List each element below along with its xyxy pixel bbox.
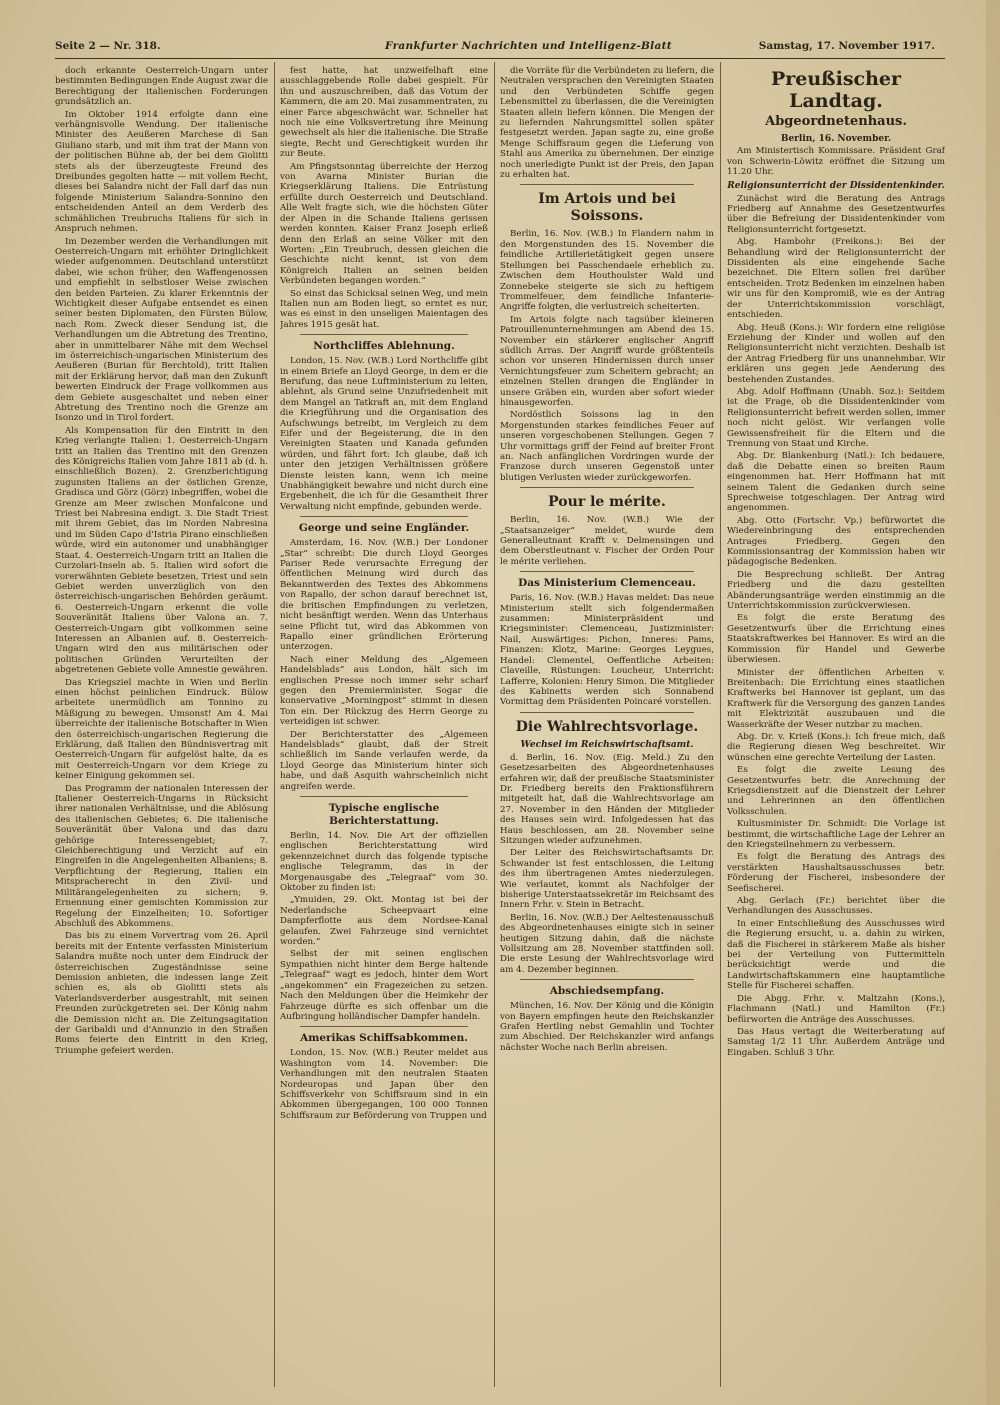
- headline-dissidenten: Religionsunterricht der Dissidentenkinder.: [727, 180, 945, 191]
- paragraph: Berlin, 16. Nov. (W.B.) Der Aeltestenausschuß des Abgeordnetenhauses einigte sich in seiner heutigen Sitzung dahin, daß die nächste Vollsitzung am 28. November stattfinden soll. Die erste Lesung der Wahlrechtsvorlage wird am 4. Dezember beginnen.: [500, 912, 714, 975]
- paragraph: Das Haus vertagt die Weiterberatung auf Samstag 1/2 11 Uhr. Außerdem Anträge und Eingaben. Schluß 3 Uhr.: [727, 1026, 945, 1058]
- issue-date: Samstag, 17. November 1917.: [758, 40, 935, 52]
- paragraph: Die Abgg. Frhr. v. Maltzahn (Kons.), Flachmann (Natl.) und Hamilton (Fr.) befürworten die Anträge des Ausschusses.: [727, 993, 945, 1025]
- paragraph: Abg. Otto (Fortschr. Vp.) befürwortet die Wiedereinbringung des entsprechenden Antrages Friedberg. Gegen den Kommissionsantrag der Kommission haben wir pädagogische Bedenken.: [727, 515, 945, 568]
- paragraph: Nordöstlich Soissons lag in den Morgenstunden starkes feindliches Feuer auf unseren vorgeschobenen Stellungen. Gegen 7 Uhr vormittags griff der Feind auf breiter Front an. Nach anfänglichen Vordringen wurde der Franzose durch unseren Gegenstoß unter blutigen Verlusten wieder zurückgeworfen.: [500, 410, 714, 483]
- paragraph: Kultusminister Dr. Schmidt: Die Vorlage ist bestimmt, die wirtschaftliche Lage der Lehrer an den Kriegsteilnehmern zu verbessern.: [727, 819, 945, 850]
- headline-landtag: Preußischer Landtag.: [770, 68, 902, 112]
- paragraph: Im Dezember werden die Verhandlungen mit Oesterreich-Ungarn mit erhöhter Dringlichkeit wieder aufgenommen. Deutschland unterstützt dabei, wie schon früher, den Waffengenossen und empfiehlt in selbstloser Weise zwischen den beiden Parteien. Zu klarer Erkenntnis der Wichtigkeit dieser Aufgabe entsendet es einen seiner besten Diplomaten, den Fürsten Bülow, nach Rom. Zweck dieser Sendung ist, die Verhandlungen um die Abtretung des Trentino, aber in unmittelbarer Nähe mit dem Wechsel im österreichisch-ungarischen Ministerium des Aeußeren (Burian für Berchtold), tritt Italien mit der Erklärung hervor, daß man den Zukunft bewerten Eindruck der Frage vollkommen aus dem Gebiete ausgeschaltet und neben einer Abtretung des Trentino noch die Grenze am Isonzo und in Tirol fordert.: [55, 236, 268, 424]
- paragraph: Es folgt die erste Beratung des Gesetzentwurfs über die Errichtung eines Staatskraftwerkes bei Hannover. Es wird an die Kommission für Handel und Gewerbe überwiesen.: [727, 613, 945, 666]
- paragraph: Selbst der mit seinen englischen Sympathien nicht hinter dem Berge haltende „Telegraaf“ wagt es jedoch, hinter dem Wort „angekommen“ ein Fragezeichen zu setzen. Nach den Meldungen über die Heimkehr der Fahrzeuge dürfte es sich offenbar um die Aufbringung holländischer Dampfer handeln.: [280, 949, 488, 1022]
- column-2-intro: [280, 66, 488, 330]
- separator: [520, 979, 694, 980]
- newspaper-title: Frankfurter Nachrichten und Intelligenz-Blatt: [385, 40, 672, 52]
- column-3: [500, 66, 714, 1385]
- paragraph: Nach einer Meldung des „Algemeen Handelsblads“ aus London, hält sich im englischen Presse noch immer sehr scharf gegen den Premierminister. Sogar die konservative „Morningpost“ stimmt in diesen Ton ein. Der Rückzug des Herrn George zu verteidigen ist schwer.: [280, 654, 488, 728]
- paragraph: Das bis zu einem Vorvertrag vom 26. April bereits mit der Entente verfassten Ministerium Salandra mußte noch unter dem Eindruck der österreichischen Zugeständnisse seine Demission anbieten, die indessen lange Zeit schien es, als ob Giolitti stets als Vaterlandsverderber ausgestrahlt, mit seinen Freunden zurückgetreten sei. Der König nahm die Demission nicht an. Die Zeitungsagitation der Garibaldi und d'Annunzio in den Straßen Roms feierte den Eintritt in den Krieg, Triumphe gefeiert werden.: [55, 931, 268, 1056]
- intro-paragraph: Am Ministertisch Kommissare. Präsident Graf von Schwerin-Löwitz eröffnet die Sitzung um 11.20 Uhr.: [727, 146, 945, 178]
- column-divider: [494, 62, 495, 1387]
- dateline: Berlin, 16. November.: [780, 134, 892, 144]
- column-1: [55, 66, 268, 1385]
- paragraph: Als Kompensation für den Eintritt in den Krieg verlangte Italien: 1. Oesterreich-Ungarn tritt an Italien das Trentino mit den Grenzen des Königreichs Italien vom Jahre 1811 ab (d. h. einschließlich Bozen). 2. Grenzberichtigung zugunsten Italiens an der östlichen Grenze, Gradisca und Görz (Görz) inbegriffen, wobei die Grenze am Meer zwischen Monfalcone und Triest bei Nabresina endigt. 3. Die Stadt Triest mit ihrem Gebiet, das im Norden Nabresina und im Süden Capo d'Istria Pirano einschließen würde, wird ein autonomer und unabhängiger Staat. 4. Oesterreich-Ungarn tritt an Italien die Curzolari-Inseln ab. 5. Italien wird sofort die vorerwähnten Gebiete besetzen, Triest und sein Gebiet werden unverzüglich von den österreichisch-ungarischen Behörden geräumt. 6. Oesterreich-Ungarn erkennt die volle Souveränität Italiens über Valona an. 7. Oesterreich-Ungarn gibt vollkommen seine Interessen an Albanien auf. 8. Oesterreich-Ungarn wird den aus militärischen oder politischen Gründen Verurteilten der abgetretenen Gebiete volle Amnestie gewähren.: [55, 425, 268, 676]
- paragraph: So einst das Schicksal seinen Weg, und mein Italien nun am Boden liegt, so erntet es nur, was es einst in den unseligen Maientagen des Jahres 1915 gesät hat.: [280, 288, 488, 330]
- paragraph: Es folgt die Beratung des Antrags des verstärkten Haushaltsausschusses betr. Förderung der Fischerei, insbesondere der Seefischerei.: [727, 852, 945, 894]
- paragraph: Abg. Dr. v. Krieß (Kons.): Ich freue mich, daß die Regierung diesen Weg beschreitet. Wir wünschen eine gerechte Verteilung der Lasten.: [727, 731, 945, 763]
- article-clemenceau: [500, 593, 714, 707]
- paragraph: München, 16. Nov. Der König und die Königin von Bayern empfingen heute den Reichskanzler Grafen Hertling nebst Gemahlin und Tochter zum Abschied. Der Reichskanzler wird anfangs nächster Woche nach Berlin abreisen.: [500, 1001, 714, 1053]
- paragraph: Es folgt die zweite Lesung des Gesetzentwurfes betr. die Anrechnung der Kriegsdienstzeit auf die Dienstzeit der Lehrer und Lehrerinnen an den öffentlichen Volksschulen.: [727, 765, 945, 817]
- article-george: [280, 538, 488, 792]
- headline-pour-le-merite: Pour le mérite.: [548, 494, 666, 511]
- separator: [520, 184, 694, 185]
- column-divider: [274, 62, 275, 1387]
- article-artois: [500, 229, 714, 483]
- headline-george: George und seine Engländer.: [298, 522, 470, 535]
- column-4: [727, 66, 945, 1385]
- separator: [300, 516, 468, 517]
- paragraph: Am Pfingstsonntag überreichte der Herzog von Avarna Minister Burian die Kriegserklärung Italiens. Die Entrüstung erfüllte durch Oesterreich und Deutschland. Alle Welt fragte sich, wie die höchsten Güter der Alpen in die Schande Italiens gerissen werden konnten. Kaiser Franz Joseph erließ denn den Erlaß an seine Völker mit den Worten: „Ein Treubruch, dessen gleichen die Geschichte nicht kennt, ist von dem Königreich Italien an seinen beiden Verbündeten begangen worden.“: [280, 161, 488, 287]
- page-edge-shadow: [986, 0, 1000, 1405]
- article-pour-le-merite: [500, 515, 714, 567]
- headline-artois: Im Artois und bei Soissons.: [538, 191, 676, 225]
- headline-schiffsabkommen: Amerikas Schiffsabkommen.: [300, 1032, 468, 1045]
- paragraph: Das Programm der nationalen Interessen der Italiener Oesterreich-Ungarns in Rücksicht ihrer nationalen Verhältnisse, und die Ablösung des italienischen Gebietes; 6. Die italienische Souveränität über Valona und das dazu gehörige Interessengebiet; 7. Gleichberechtigung und Verzicht auf ein Eingreifen in die Angelegenheiten Albaniens; 8. Verpflichtung der Regierung, Italien ein Mitspracherecht in den Zivil- und Militärangelegenheiten zu sichern; 9. Ernennung einer gemischten Kommission zur Regelung der Einzelheiten; 10. Sofortiger Abschluß des Abkommens.: [55, 783, 268, 929]
- paragraph: Abg. Gerlach (Fr.) berichtet über die Verhandlungen des Ausschusses.: [727, 896, 945, 917]
- article-schiffsabkommen: [280, 1048, 488, 1121]
- paragraph: Berlin, 14. Nov. Die Art der offiziellen englischen Berichterstattung wird gekennzeichnet durch das folgende typische englische Telegramm, das in der Morgenausgabe des „Telegraaf“ vom 30. Oktober zu finden ist:: [280, 831, 488, 894]
- headline-berichterstattung: Typische englische Berichterstattung.: [328, 802, 440, 827]
- paragraph: d. Berlin, 16. Nov. (Eig. Meld.) Zu den Gesetzesarbeiten des Abgeordnetenhauses erfahren wir, daß der preußische Staatsminister Dr. Friedberg bereits den Fraktionsführern mitgeteilt hat, daß die Wahlrechtsvorlage am 27. November in den Händen der Mitglieder des Hauses sein wird. Infolgedessen hat das Haus beschlossen, am 28. November seine Sitzungen wieder aufzunehmen.: [500, 752, 714, 846]
- paragraph: Minister der öffentlichen Arbeiten v. Breitenbach: Die Errichtung eines staatlichen Kraftwerks bei Hannover ist geplant, um das Kraftwerk für die Versorgung des ganzen Landes mit Elektrizität auszubauen und die Wasserkräfte der Weser nutzbar zu machen.: [727, 667, 945, 730]
- headline-abschiedsempfang: Abschiedsempfang.: [549, 985, 665, 998]
- separator: [520, 571, 694, 572]
- paragraph: Berlin, 16. Nov. (W.B.) In Flandern nahm in den Morgenstunden des 15. November die feindliche Artillerietätigkeit gegen unsere Stellungen bei Passchendaele erheblich zu. Zwischen dem Houthoulster Wald und Zonnebeke steigerte sie sich zu heftigem Trommelfeuer, dem feindliche Infanterie-Angriffe folgten, die verlustreich scheiterten.: [500, 229, 714, 313]
- paragraph: Abg. Hambohr (Freikons.): Bei der Behandlung wird der Religionsunterricht der Dissidenten als eine eingehende Sache bezeichnet. Die Eltern sollen frei darüber entscheiden. Trotz Bedenken im einzelnen haben wir uns für den Kompromiß, wie es der Antrag der Unterrichtskommission vorschlägt, entschieden.: [727, 237, 945, 321]
- article-wahlrecht: [500, 753, 714, 976]
- headline-wahlrecht: Die Wahlrechtsvorlage.: [515, 718, 699, 735]
- paragraph: London, 15. Nov. (W.B.) Lord Northcliffe gibt in einem Briefe an Lloyd George, in dem er die Berufung, das neue Luftministerium zu leiten, ablehnt, als Grund seine Unzufriedenheit mit dem Mangel an Tatkraft an, mit dem England die Kriegführung und die Organisation des Aufschwungs betreibt, im Vergleich zu dem Eifer und der Begeisterung, die in den Vereinigten Staaten und Kanada gefunden würden, und fährt fort: Ich glaube, daß ich unter den jetzigen Verhältnissen größere Dienste leisten kann, wenn ich meine Unabhängigkeit bewahre und nicht durch eine Ergebenheit, die ich für die Gesamtheit Ihrer Verwaltung nicht empfinde, gebunden werde.: [280, 356, 488, 512]
- paragraph: Im Oktober 1914 erfolgte dann eine verhängnisvolle Wendung. Der italienische Minister des Aeußeren Marchese di San Giuliano starb, und mit ihm trat der Mann von der politischen Bühne ab, der bei dem Giolitti stets als der überzeugteste Freund des Dreibundes gegolten hatte — mit vollem Recht, dieses bei Salandra nicht der Fall darf das nun folgende Ministerium Salandra-Sonnino den entscheidenden Anteil an dem Verderb des schmählichen Treubruchs Italiens für sich in Anspruch nehmen.: [55, 109, 268, 235]
- article-berichterstattung: [280, 831, 488, 1022]
- article-abschiedsempfang: [500, 1001, 714, 1053]
- paragraph: Das Kriegsziel machte in Wien und Berlin einen höchst peinlichen Eindruck. Bülow arbeitete unermüdlich am Tonnino zu Mäßigung zu bewegen. Umsonst! Am 4. Mai überreichte der italienische Botschafter in Wien den österreichisch-ungarischen Regierung die Erklärung, daß Italien den Bündnisvertrag mit Oesterreich-Ungarn für aufgelöst halte, da es mit Oesterreich-Ungarn vor dem Kriege zu keiner Einigung gekommen sei.: [55, 677, 268, 782]
- paragraph: Die Besprechung schließt. Der Antrag Friedberg und die dazu gestellten Abänderungsanträge werden einstimmig an die Unterrichtskommission zurückverwiesen.: [727, 569, 945, 612]
- paragraph: doch erkannte Oesterreich-Ungarn unter bestimmten Bedingungen Ende August zwar die Berechtigung der italienischen Forderungen grundsätzlich an.: [55, 66, 268, 108]
- paragraph: Abg. Dr. Blankenburg (Natl.): Ich bedauere, daß die Debatte einen so breiten Raum eingenommen hat. Herr Hoffmann hat mit seinem Talent die Gedanken durch seine Sprechweise totgeschlagen. Der Antrag wird angenommen.: [727, 451, 945, 514]
- column-2: [280, 66, 488, 1385]
- subheadline-reichswirtschaftsamt: Wechsel im Reichswirtschaftsamt.: [520, 739, 694, 750]
- separator: [300, 1026, 468, 1027]
- column-3-intro: [500, 66, 714, 180]
- page-number: Seite 2 — Nr. 318.: [55, 40, 161, 52]
- subheadline-abgeordnetenhaus: Abgeordnetenhaus.: [765, 114, 907, 129]
- separator: [520, 487, 694, 488]
- paragraph: In einer Entschließung des Ausschusses wird die Regierung ersucht, u. a. dahin zu wirken, daß die Fischerei in stärkerem Maße als bisher bei der Verteilung von Futtermitteln berücksichtigt werde und die Landwirtschaftskammern eine hauptamtliche Stelle für Fischerei schaffen.: [727, 918, 945, 992]
- page-header: [55, 40, 935, 58]
- paragraph: Zunächst wird die Beratung des Antrags Friedberg auf Annahme des Gesetzentwurfes über die Befreiung der Dissidentenkinder vom Religionsunterricht fortgesetzt.: [727, 193, 945, 235]
- paragraph: Der Leiter des Reichswirtschaftsamts Dr. Schwander ist fest entschlossen, die Leitung des ihm übertragenen Amtes niederzulegen. Wie verlautet, kommt als Nachfolger der bisherige Unterstaatssekretär im Reichsamt des Innern Frhr. v. Stein in Betracht.: [500, 848, 714, 911]
- paragraph: Der Berichterstatter des „Algemeen Handelsblads“ glaubt, daß der Streit schließlich im Sande verlaufen werde, da Lloyd George das Ministerium hinter sich habe, und daß Asquith wahrscheinlich nicht angreifen werde.: [280, 729, 488, 792]
- paragraph: Paris, 16. Nov. (W.B.) Havas meldet: Das neue Ministerium stellt sich folgendermaßen zusammen: Ministerpräsident und Kriegsminister: Clemenceau, Justizminister: Nail, Auswärtiges: Pichon, Inneres: Pams, Finanzen: Klotz, Marine: Georges Leygues, Handel: Clementel, Oeffentliche Arbeiten: Claveille, Rüstungen: Loucheur, Unterricht: Lafferre, Kolonien: Henry Simon. Die Mitglieder des Kabinetts werden sich Sonnabend Vormittag dem Präsidenten Poincaré vorstellen.: [500, 593, 714, 708]
- paragraph: die Vorräte für die Verbündeten zu liefern, die Neutralen versprachen den Vereinigten Staaten und den Verbündeten Schiffe gegen Lebensmittel zu überlassen, die die Vereinigten Staaten allein liefern können. Die Mengen der zu liefernden Nahrungsmittel sollen später festgesetzt werden. Japan sagte zu, eine große Menge Schiffsraum gegen die Lieferung von Stahl aus Amerika zu übernehmen. Der einzige noch unerledigte Punkt ist der Preis, den Japan zu erhalten hat.: [500, 66, 714, 181]
- headline-northcliffe: Northcliffes Ablehnung.: [313, 340, 455, 353]
- separator: [300, 334, 468, 335]
- column-divider: [720, 62, 721, 1387]
- separator: [520, 712, 694, 713]
- paragraph: Im Artois folgte nach tagsüber kleineren Patrouillenunternehmungen am Abend des 15. November ein stärkerer englischer Angriff südlich Arras. Der Angriff wurde größtenteils schon vor unseren Hindernissen durch unser Vernichtungsfeuer zum Scheitern gebracht; an einzelnen Stellen drangen die Engländer in unsere Gräben ein, wurden aber sofort wieder hinausgeworfen.: [500, 314, 714, 408]
- paragraph: London, 15. Nov. (W.B.) Reuter meldet aus Washington vom 14. November: Die Verhandlungen mit den neutralen Staaten Nordeuropas und Japan über den Schiffsverkehr von Schiffsraum sind in ein Abkommen übergegangen, 100 000 Tonnen Schiffsraum zur Beförderung von Truppen und: [280, 1048, 488, 1121]
- paragraph: fest hatte, hat unzweifelhaft eine ausschlaggebende Rolle dabei gespielt. Für ihn und auszuschreiben, daß das Votum der Kammern, die am 20. Mai zusammentraten, zu einer Farce abgeschwächt war. Schneller hat noch nie eine Volksvertretung ihre Meinung gewechselt als hier die italienische. Die Straße siegte, Recht und Gerechtigkeit wurden ihr zur Beute.: [280, 66, 488, 160]
- landtag-report: [727, 194, 945, 1059]
- headline-clemenceau: Das Ministerium Clemenceau.: [518, 577, 696, 590]
- paragraph: Berlin, 16. Nov. (W.B.) Wie der „Staatsanzeiger“ meldet, wurde dem Generalleutnant Krafft v. Delmensingen und dem Oberstleutnant v. Fischer der Orden Pour le mérite verliehen.: [500, 515, 714, 567]
- paragraph: Abg. Adolf Hoffmann (Unabh. Soz.): Seitdem ist die Frage, ob die Dissidentenkinder vom Religionsunterricht befreit werden sollen, immer noch nicht gelöst. Wir verlangen volle Gewissensfreiheit für die Eltern und die Trennung von Staat und Kirche.: [727, 386, 945, 449]
- header-rule: [55, 58, 945, 59]
- paragraph: Amsterdam, 16. Nov. (W.B.) Der Londoner „Star“ schreibt: Die durch Lloyd Georges Pariser Rede verursachte Erregung der öffentlichen Meinung wird durch das Bekanntwerden des Textes des Abkommens von Rapallo, der schon darauf berechnet ist, die britischen Empfindungen zu verletzen, nicht besänftigt werden. Wenn das Unterhaus seine Pflicht tut, wird das Abkommen von Rapallo einer gründlichen Erörterung unterzogen.: [280, 538, 488, 653]
- paragraph: Abg. Heuß (Kons.): Wir fordern eine religiöse Erziehung der Kinder und wollen auf den Religionsunterricht nicht verzichten. Deshalb ist der Antrag Friedberg für uns unannehmbar. Wir erklären uns gegen jede Aenderung des bestehenden Zustandes.: [727, 322, 945, 385]
- separator: [300, 796, 468, 797]
- column-1-text: [55, 66, 268, 1056]
- article-northcliffe: [280, 356, 488, 512]
- paragraph: „Ymuiden, 29. Okt. Montag ist bei der Nederlandsche Scheepvaart eine Dampferflotte aus dem Nordsee-Kanal gelaufen. Zwei Fahrzeuge sind vernichtet worden.“: [280, 895, 488, 948]
